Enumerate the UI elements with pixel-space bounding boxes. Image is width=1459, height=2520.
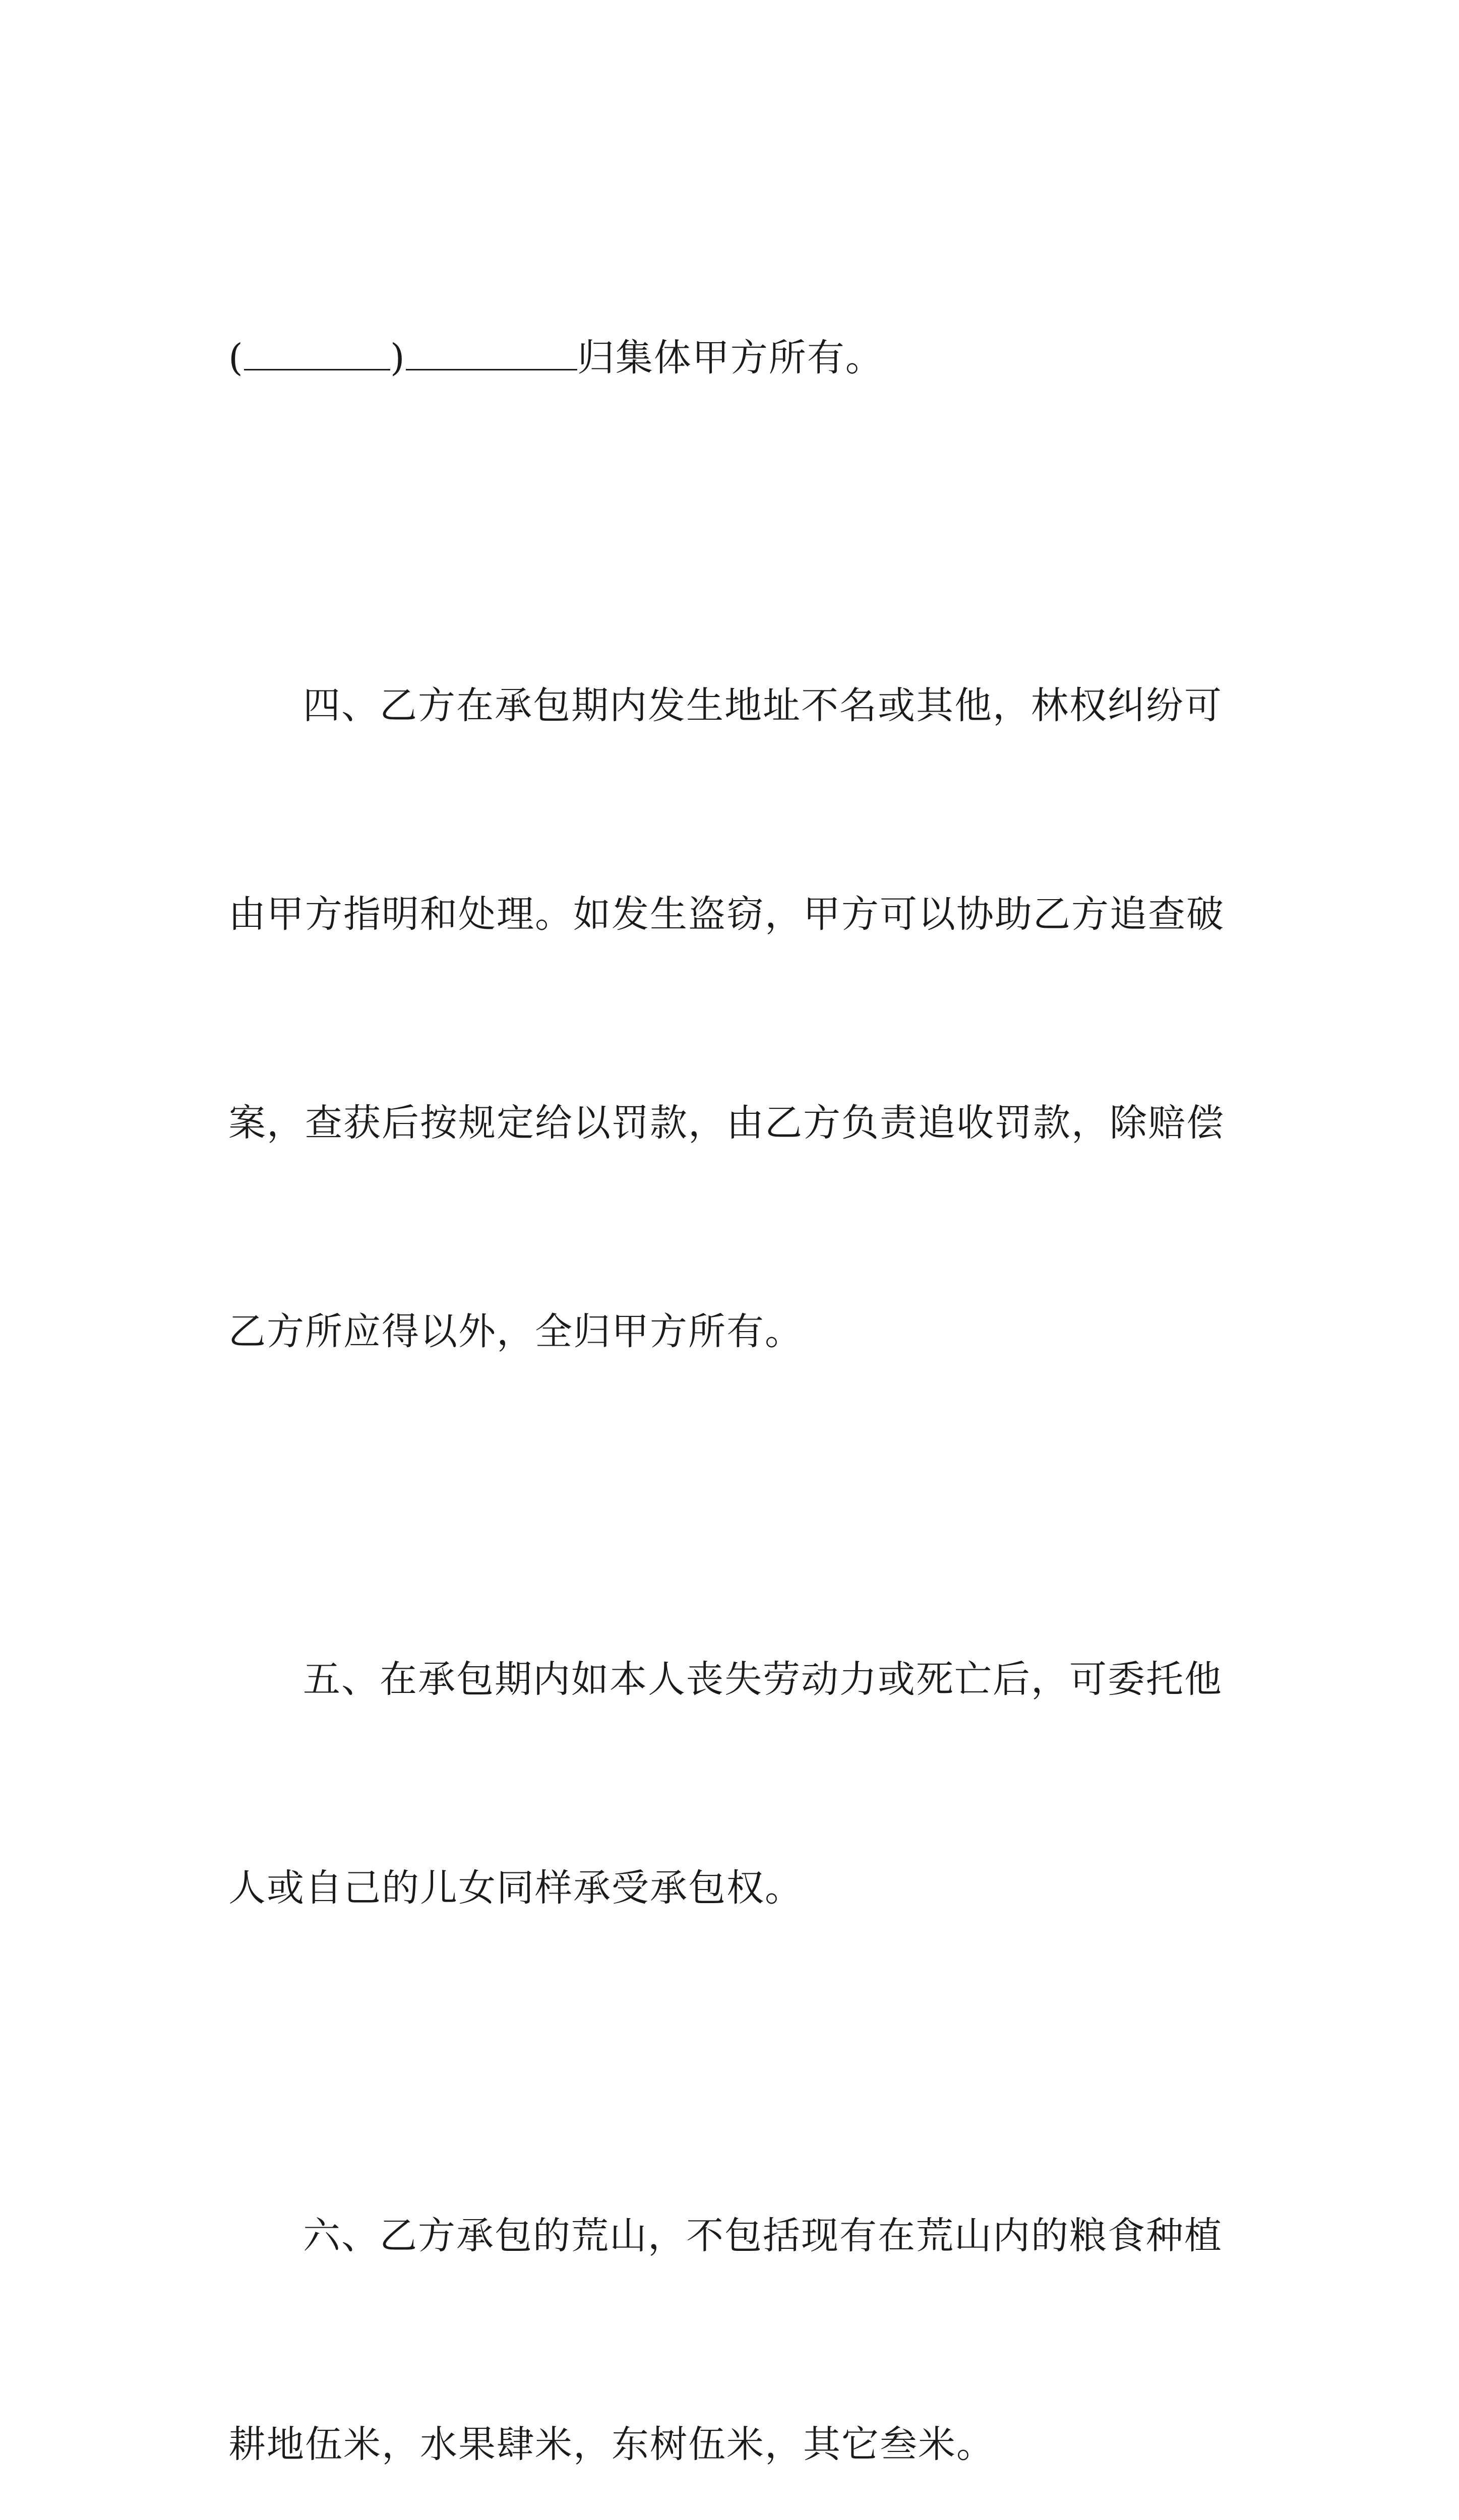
text-line: 由甲方指明和处理。如发生盗窃，甲方可以协助乙方追查破 (228, 893, 1225, 936)
text-segment: 归集体甲方所有。 (577, 336, 884, 380)
blank-field (406, 339, 577, 370)
close-paren: ) (390, 336, 406, 380)
text-line: 耕地伍米，水果肆米，东树伍米，其它叁米。 (228, 2423, 995, 2466)
text-line: 案，查获后按规定给以罚款，由乙方负责追收罚款，除赔偿 (228, 1101, 1225, 1145)
text-line (228, 323, 1237, 393)
text-line: 五、在承包期内如本人丧失劳动力或死亡后，可委托他 (303, 1658, 1223, 1701)
clause-six (228, 2062, 1237, 2520)
text-line: 四、乙方在承包期内发生地址不名或其他，林权纠纷可 (303, 684, 1223, 727)
clause-four (228, 532, 1237, 1505)
text-line: 乙方所应得以外，全归甲方所有。 (228, 1310, 803, 1353)
text-line: 人或自己的儿女同样承受承包权。 (228, 1866, 803, 1910)
blank-field (244, 339, 390, 370)
text-line: 六、乙方承包的荒山，不包括现有在荒山内的粮食种植 (303, 2214, 1223, 2257)
paragraph-continuation (228, 184, 1237, 532)
clause-five (228, 1505, 1237, 2062)
document-body (228, 184, 1237, 2520)
open-paren: ( (228, 336, 244, 380)
